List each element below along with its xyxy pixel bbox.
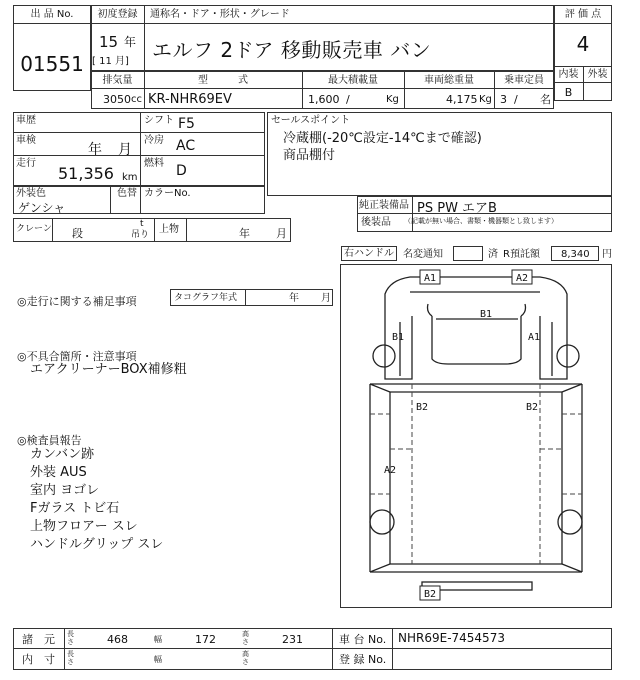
color-no-label: カラーNo. [144, 188, 191, 199]
crane-ton: t [140, 219, 144, 229]
inspection-label: 車検 [16, 135, 36, 146]
recycle-label: R預託額 [503, 249, 540, 260]
lot-label: 出 品 No. [30, 9, 74, 20]
report-5: 上物フロアー スレ [30, 519, 138, 534]
rhd: 右ハンドル [344, 248, 394, 259]
aftermarket-label: 後装品 [361, 217, 391, 228]
vehicle-title: エルフ 2ドア 移動販売車 バン [152, 38, 432, 62]
crane-lift: 吊り [131, 230, 150, 240]
chassis-value: NHR69E-7454573 [398, 631, 505, 645]
footer-table [13, 628, 612, 670]
maxload-label: 最大積載量 [328, 75, 378, 86]
tacho-month: 月 [321, 293, 331, 304]
insp-month: 月 [118, 142, 132, 158]
reg-label: 登 録 No. [339, 653, 387, 666]
reg-year-unit: 年 [124, 35, 137, 49]
tacho-label: タコグラフ年式 [174, 293, 238, 303]
gvw: 4,175 [446, 93, 478, 106]
chassis-label: 車 台 No. [339, 633, 387, 646]
length-value: 468 [107, 633, 128, 646]
mark-b2-bottom: B2 [424, 589, 437, 600]
color-label: 外装色 [16, 188, 46, 199]
truck-diagram [340, 264, 612, 608]
capacity-label: 乗車定員 [504, 75, 544, 86]
mark-b1-window: B1 [480, 309, 493, 320]
exterior-label: 外装 [587, 69, 608, 80]
height-label: 高さ [242, 630, 249, 646]
report-3: 室内 ヨゴレ [30, 483, 100, 498]
detail-box [13, 112, 265, 186]
reg-month: [ 11 月] [92, 56, 129, 67]
length-label: 長さ [67, 630, 74, 646]
width-value: 172 [195, 633, 216, 646]
ok-mark: 済 [488, 249, 498, 260]
disp-label: 排気量 [102, 75, 133, 86]
sales-point-1: 冷蔵棚(-20℃設定-14℃まで確認) [283, 131, 482, 146]
gvw-unit: Kg [479, 94, 492, 105]
mark-b2-right: B2 [526, 402, 539, 413]
equip-label: 純正装備品 [359, 200, 409, 211]
fuel-label: 燃料 [144, 158, 164, 169]
mileage: 51,356 [58, 164, 114, 183]
recycle-amount: 8,340 [561, 249, 590, 260]
displacement: 3050 [103, 93, 131, 106]
defect-1: エアクリーナーBOX補修粗 [30, 362, 187, 377]
fuel: D [176, 163, 187, 179]
aftermarket-note: （記載が無い場合、書類・機器類とし致します） [404, 217, 558, 225]
ac: AC [176, 138, 196, 154]
maxload: 1,600 [308, 93, 340, 106]
ac-label: 冷房 [144, 135, 164, 146]
maxload-sep: / [346, 93, 350, 106]
km-unit: km [122, 172, 138, 183]
grade-label: 評 価 点 [564, 9, 602, 20]
capacity-unit: 名 [540, 93, 551, 106]
cc-unit: cc [131, 94, 142, 105]
defect-label: ◎不具合箇所・注意事項 [17, 350, 137, 363]
inner-width-label: 幅 [154, 655, 162, 664]
color-code-label: 色替 [117, 188, 137, 199]
model: KR-NHR69EV [148, 92, 232, 107]
crane-label: クレーン [16, 224, 52, 234]
shift: F5 [178, 116, 195, 132]
grade-score: 4 [576, 32, 590, 56]
height-value: 231 [282, 633, 303, 646]
upper-month: 月 [276, 227, 287, 240]
crane-stage: 段 [72, 227, 83, 240]
history-label: 車歴 [16, 115, 36, 126]
capacity-sep: / [514, 93, 518, 106]
driving-label: ◎走行に関する補足事項 [17, 295, 137, 308]
mark-b2-left: B2 [416, 402, 429, 413]
interior-label: 内装 [558, 69, 579, 80]
tacho-year: 年 [289, 293, 299, 304]
name-label: 通称名・ドア・形状・グレード [150, 9, 290, 20]
sales-point-label: セールスポイント [271, 115, 351, 126]
maxload-unit: Kg [386, 94, 399, 105]
sales-point-2: 商品棚付 [283, 148, 336, 163]
equipment: PS PW エアB [417, 201, 497, 216]
yen: 円 [602, 249, 612, 260]
upper-year: 年 [239, 227, 250, 240]
mark-a1-right: A1 [528, 332, 541, 343]
model-label: 型 式 [198, 75, 248, 86]
report-6: ハンドルグリップ スレ [30, 537, 164, 552]
mark-a2-left: A2 [384, 465, 397, 476]
inner-length-label: 長さ [67, 650, 74, 666]
mark-b1-left: B1 [392, 332, 405, 343]
upper-label: 上物 [159, 224, 179, 235]
reg-year: 15 [99, 33, 119, 51]
report-2: 外装 AUS [30, 465, 87, 480]
width-label: 幅 [154, 635, 162, 644]
inspector-label: ◎検査員報告 [17, 434, 82, 447]
shift-label: シフト [144, 115, 174, 126]
insp-year: 年 [88, 142, 102, 158]
mileage-change: 名変通知 [403, 249, 443, 260]
capacity: 3 [500, 93, 507, 106]
dims-label: 諸 元 [22, 633, 55, 646]
first-reg-label: 初度登録 [97, 9, 138, 20]
report-1: カンバン跡 [30, 447, 95, 462]
lot-number: 01551 [20, 52, 84, 76]
inner-label: 内 寸 [22, 653, 55, 666]
mileage-label: 走行 [16, 158, 36, 169]
gvw-label: 車両総重量 [424, 75, 474, 86]
report-4: Fガラス トビ石 [30, 501, 120, 516]
mark-a2-top: A2 [516, 273, 529, 284]
interior-grade: B [564, 86, 573, 99]
inner-height-label: 高さ [242, 650, 249, 666]
color: ゲンシャ [18, 201, 66, 215]
mark-a1-top: A1 [424, 273, 437, 284]
